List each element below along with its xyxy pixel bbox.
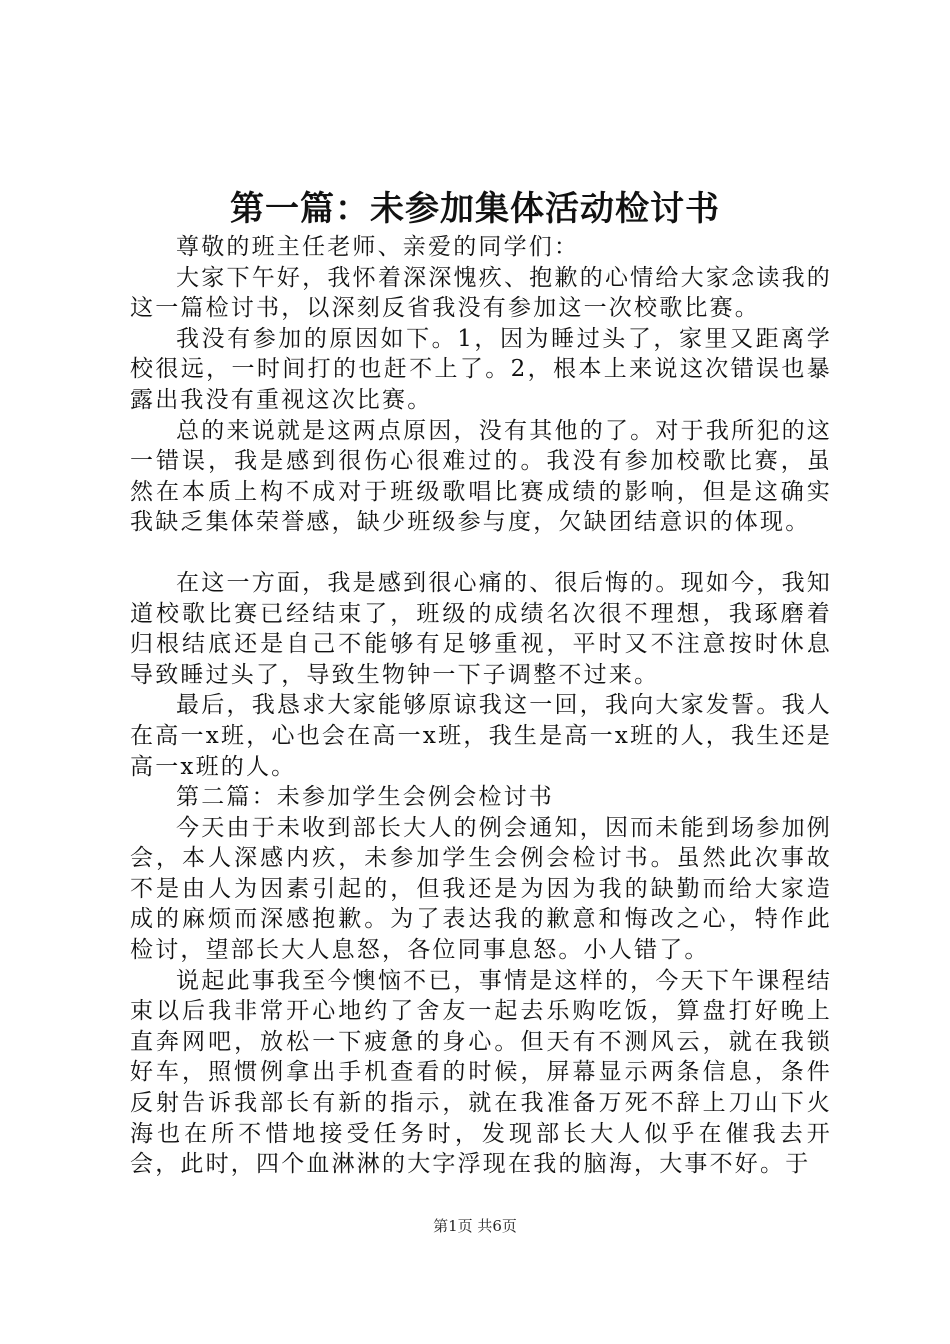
paragraph: 大家下午好，我怀着深深愧疚、抱歉的心情给大家念读我的这一篇检讨书，以深刻反省我没有参加这一次校歌比赛。 [130,264,832,322]
paragraph: 在这一方面，我是感到很心痛的、很后悔的。现如今，我知道校歌比赛已经结束了，班级的成绩名次很不理想，我琢磨着归根结底还是自己不能够有足够重视，平时又不注意按时休息导致睡过头了，导致生物钟一下子调整不过来。 [130,569,832,688]
paragraph: 说起此事我至今懊恼不已，事情是这样的，今天下午课程结束以后我非常开心地约了舍友一起去乐购吃饭，算盘打好晚上直奔网吧，放松一下疲惫的身心。但天有不测风云，就在我锁好车，照惯例拿出手机查看的时候，屏幕显示两条信息，条件反射告诉我部长有新的指示，就在我准备万死不辞上刀山下火海也在所不惜地接受任务时，发现部长大人似乎在催我去开会，此时，四个血淋淋的大字浮现在我的脑海，大事不好。于 [130,967,832,1178]
document-title: 第一篇：未参加集体活动检讨书 [230,189,720,229]
salutation: 尊敬的班主任老师、亲爱的同学们： [176,234,580,260]
paragraph: 今天由于未收到部长大人的例会通知，因而未能到场参加例会，本人深感内疚，未参加学生会例会检讨书。虽然此次事故不是由人为因素引起的，但我还是为因为我的缺勤而给大家造成的麻烦而深感抱歉。为了表达我的歉意和悔改之心，特作此检讨，望部长大人息怒，各位同事息怒。小人错了。 [130,814,832,964]
section-heading: 第二篇：未参加学生会例会检讨书 [176,784,554,811]
paragraph: 最后，我恳求大家能够原谅我这一回，我向大家发誓。我人在高一x班，心也会在高一x班，我生是高一x班的人，我生还是高一x班的人。 [130,692,832,780]
paragraph: 总的来说就是这两点原因，没有其他的了。对于我所犯的这一错误，我是感到很伤心很难过的。我没有参加校歌比赛，虽然在本质上构不成对于班级歌唱比赛成绩的影响，但是这确实我缺乏集体荣誉感，缺少班级参与度，欠缺团结意识的体现。 [130,417,832,536]
paragraph: 我没有参加的原因如下。1，因为睡过头了，家里又距离学校很远，一时间打的也赶不上了。2，根本上来说这次错误也暴露出我没有重视这次比赛。 [130,325,832,413]
page-footer: 第1页 共6页 [433,1217,517,1235]
document-body [130,232,832,1180]
